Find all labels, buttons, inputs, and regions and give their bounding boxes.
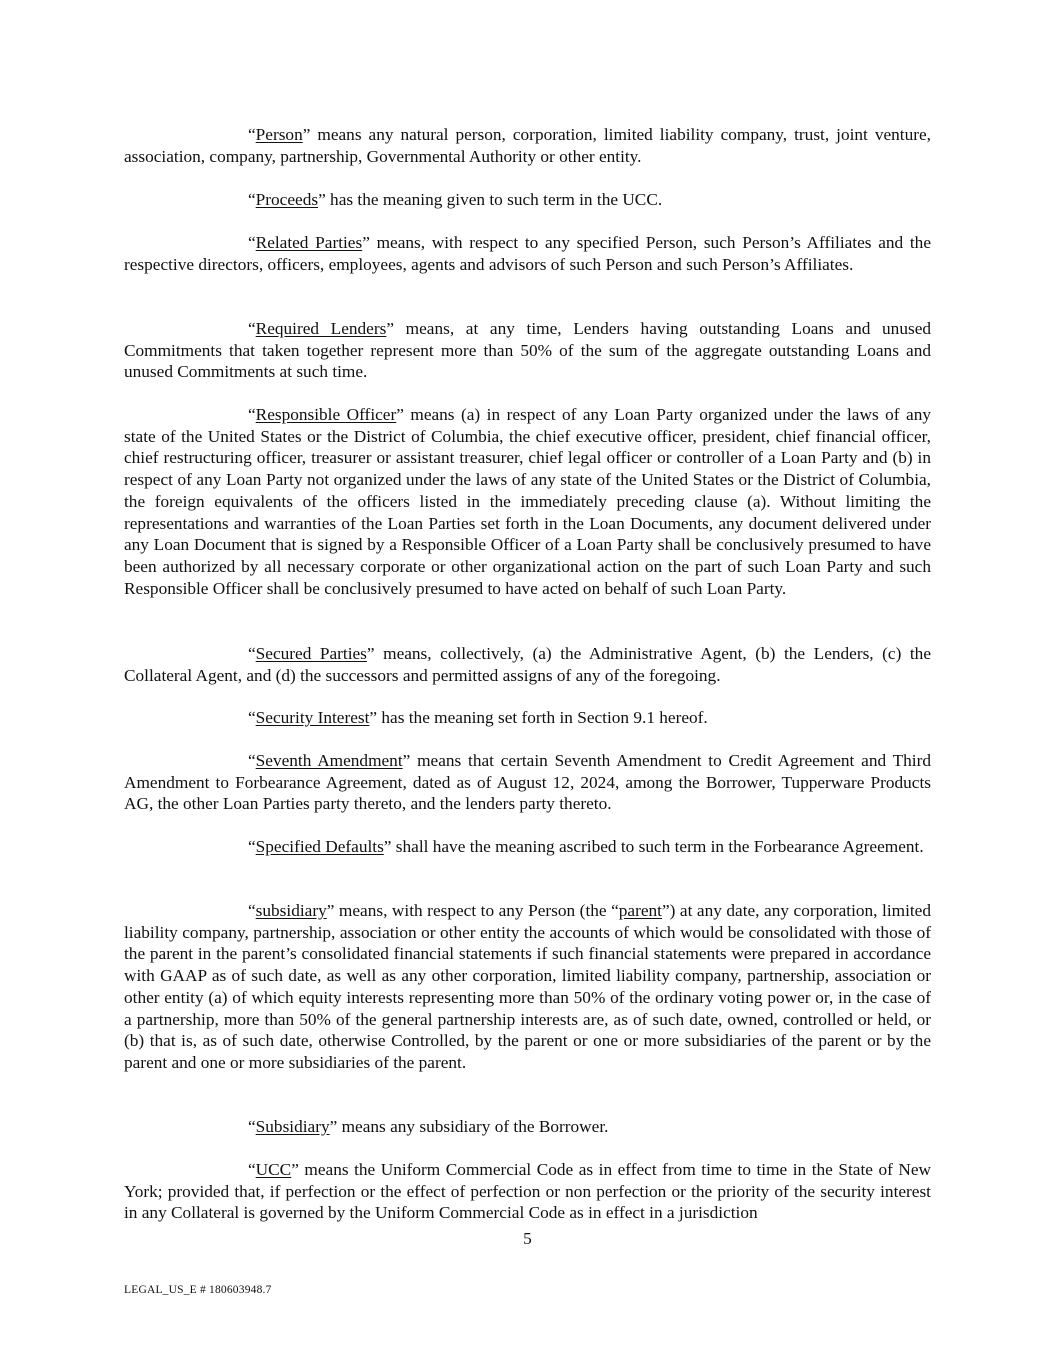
defined-term: Person: [255, 125, 303, 144]
defined-term: Specified Defaults: [255, 837, 384, 856]
definition-seventh-amendment: “Seventh Amendment” means that certain Seventh Amendment to Credit Agreement and Third Amendment to Forbearance Agreement, dated as of August 12, 2024, among the Borrower, Tupperware Products AG, the other Loan Parties party thereto, and the lenders party thereto.: [124, 751, 931, 814]
document-footer-id: LEGAL_US_E # 180603948.7: [124, 1284, 272, 1296]
definition-text: has the meaning set forth in Section 9.1 hereof.: [377, 708, 708, 727]
definition-text: ”) at any date, any corporation, limited liability company, partnership, association or other entity the accounts of which would be consolidated with those of the parent in the parent’s consolidated financial statements if such financial statements were prepared in accordance with GAAP as of such date, as well as any other corporation, limited liability company, partnership, association or other entity (a) of which equity interests representing more than 50% of the ordinary voting power or, in the case of a partnership, more than 50% of the general partnership interests are, as of such date, owned, controlled or held, or (b) that is, as of such date, otherwise Controlled, by the parent or one or more subsidiaries of the parent or by the parent and one or more subsidiaries of the parent.: [124, 901, 931, 1072]
definition-person: “Person” means any natural person, corporation, limited liability company, trust, joint venture, association, company, partnership, Governmental Authority or other entity.: [124, 125, 931, 166]
defined-term-parent: parent: [618, 901, 662, 920]
definition-related-parties: “Related Parties” means, with respect to any specified Person, such Person’s Affiliates and the respective directors, officers, employees, agents and advisors of such Person and such Person’s Affiliates.: [124, 233, 931, 274]
defined-term: Security Interest: [255, 708, 370, 727]
defined-term: Secured Parties: [255, 644, 367, 663]
definition-text: means, collectively, (a) the Administrative Agent, (b) the Lenders, (c) the Collateral Agent, and (d) the successors and permitted assigns of any of the foregoing.: [124, 644, 931, 685]
defined-term: Subsidiary: [255, 1117, 330, 1136]
definition-proceeds: “Proceeds” has the meaning given to such term in the UCC.: [248, 190, 663, 209]
page-number: 5: [523, 1229, 532, 1248]
definition-subsidiary-lowercase: “subsidiary” means, with respect to any Person (the “parent”) at any date, any corporation, limited liability company, partnership, association or other entity the accounts of which would be consolidated with those of the parent in the parent’s consolidated financial statements if such financial statements were prepared in accordance with GAAP as of such date, as well as any other corporation, limited liability company, partnership, association or other entity (a) of which equity interests representing more than 50% of the ordinary voting power or, in the case of a partnership, more than 50% of the general partnership interests are, as of such date, owned, controlled or held, or (b) that is, as of such date, otherwise Controlled, by the parent or one or more subsidiaries of the parent or by the parent and one or more subsidiaries of the parent.: [124, 901, 931, 1072]
definition-text: shall have the meaning ascribed to such term in the Forbearance Agreement.: [391, 837, 924, 856]
defined-term: subsidiary: [255, 901, 327, 920]
defined-term: Responsible Officer: [255, 405, 397, 424]
definition-text: means (a) in respect of any Loan Party organized under the laws of any state of the United States or the District of Columbia, the chief executive officer, president, chief financial officer, chief restructuring officer, treasurer or assistant treasurer, chief legal officer or controller of a Loan Party and (b) in respect of any Loan Party not organized under the laws of any state of the United States or the District of Columbia, the foreign equivalents of the officers listed in the immediately preceding clause (a). Without limiting the representations and warranties of the Loan Parties set forth in the Loan Documents, any document delivered under any Loan Document that is signed by a Responsible Officer of a Loan Party shall be conclusively presumed to have been authorized by all necessary corporate or other organizational action on the part of such Loan Party and such Responsible Officer shall be conclusively presumed to have acted on behalf of such Loan Party.: [124, 405, 931, 598]
defined-term: UCC: [255, 1160, 292, 1179]
definition-text: means any natural person, corporation, limited liability company, trust, joint venture, association, company, partnership, Governmental Authority or other entity.: [124, 125, 931, 166]
defined-term: Required Lenders: [255, 319, 387, 338]
definition-text: means any subsidiary of the Borrower.: [337, 1117, 609, 1136]
definition-text: means, with respect to any specified Person, such Person’s Affiliates and the respective directors, officers, employees, agents and advisors of such Person and such Person’s Affiliates.: [124, 233, 931, 274]
definition-subsidiary: “Subsidiary” means any subsidiary of the Borrower.: [248, 1117, 609, 1136]
defined-term: Related Parties: [255, 233, 363, 252]
definition-text: has the meaning given to such term in the UCC.: [325, 190, 663, 209]
definition-required-lenders: “Required Lenders” means, at any time, Lenders having outstanding Loans and unused Commitments that taken together represent more than 50% of the sum of the aggregate outstanding Loans and unused Commitments at such time.: [124, 319, 932, 382]
definition-text: means the Uniform Commercial Code as in effect from time to time in the State of New York; provided that, if perfection or the effect of perfection or non perfection or the priority of the security interest in any Collateral is governed by the Uniform Commercial Code as in effect in a jurisdiction: [124, 1160, 931, 1223]
definition-text: means that certain Seventh Amendment to Credit Agreement and Third Amendment to Forbearance Agreement, dated as of August 12, 2024, among the Borrower, Tupperware Products AG, the other Loan Parties party thereto, and the lenders party thereto.: [124, 751, 931, 814]
definition-specified-defaults: “Specified Defaults” shall have the meaning ascribed to such term in the Forbearance Agreement.: [248, 837, 924, 856]
definition-secured-parties: “Secured Parties” means, collectively, (a) the Administrative Agent, (b) the Lenders, (c) the Collateral Agent, and (d) the successors and permitted assigns of any of the foregoing.: [124, 644, 931, 685]
definition-ucc: “UCC” means the Uniform Commercial Code as in effect from time to time in the State of New York; provided that, if perfection or the effect of perfection or non perfection or the priority of the security interest in any Collateral is governed by the Uniform Commercial Code as in effect in a jurisdiction: [124, 1160, 931, 1223]
definition-security-interest: “Security Interest” has the meaning set forth in Section 9.1 hereof.: [248, 708, 708, 727]
definition-text: means, at any time, Lenders having outstanding Loans and unused Commitments that taken together represent more than 50% of the sum of the aggregate outstanding Loans and unused Commitments at such time.: [124, 319, 932, 382]
definition-text: means, with respect to any Person (the “: [334, 901, 619, 920]
defined-term: Proceeds: [255, 190, 319, 209]
defined-term: Seventh Amendment: [255, 751, 403, 770]
definition-responsible-officer: “Responsible Officer” means (a) in respect of any Loan Party organized under the laws of any state of the United States or the District of Columbia, the chief executive officer, president, chief financial officer, chief restructuring officer, treasurer or assistant treasurer, chief legal officer or controller of a Loan Party and (b) in respect of any Loan Party not organized under the laws of any state of the United States or the District of Columbia, the foreign equivalents of the officers listed in the immediately preceding clause (a). Without limiting the representations and warranties of the Loan Parties set forth in the Loan Documents, any document delivered under any Loan Document that is signed by a Responsible Officer of a Loan Party shall be conclusively presumed to have been authorized by all necessary corporate or other organizational action on the part of such Loan Party and such Responsible Officer shall be conclusively presumed to have acted on behalf of such Loan Party.: [124, 405, 931, 598]
